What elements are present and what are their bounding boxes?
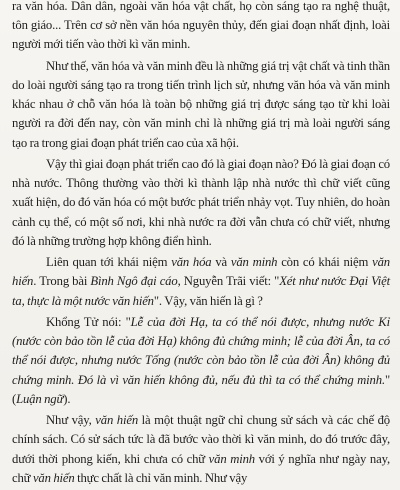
paragraph-3 [12, 155, 390, 251]
paragraph-1 [12, 0, 390, 55]
italic-text-run: văn minh [208, 451, 255, 466]
text-run: và [211, 255, 231, 270]
paragraph-5 [12, 313, 390, 409]
text-run: là một thuật ngữ chỉ chung sử sách và các chế độ chính sách. Có sử sách tức là đã bước vào thời kì văn minh, do đó trước đây, dưới thời phong kiến, khi chưa có chữ [12, 413, 391, 466]
text-run: Như thế, văn hóa và văn minh đều là những giá trị vật chất và tinh thần do loài người sáng tạo ra trong tiến trình lịch sử, nhưng văn hóa và văn minh khác nhau ở chỗ văn hóa là toàn bộ những giá trị được sáng tạo từ khi loài người ra đời đến nay, còn văn minh chỉ là những giá trị mà loài người sáng tạo ra trong giai đoạn phát triển cao của xã hội. [12, 58, 390, 150]
italic-text-run: Bình Ngô đại cáo [90, 274, 178, 289]
text-run: còn có khái niệm [277, 255, 373, 270]
body-text [12, 0, 390, 490]
text-run: ". Vậy, văn hiến là gì ? [153, 293, 263, 308]
paragraph-2 [12, 57, 390, 153]
text-run: . Trong bài [33, 274, 91, 289]
text-run: , Nguyễn Trãi viết: " [177, 274, 280, 289]
italic-text-run: Xét như nước Đại Việt ta, thực là một nước văn hiến [12, 274, 390, 308]
text-run: ). [63, 391, 71, 406]
italic-text-run: văn hiến [95, 413, 139, 428]
text-run: Vậy thì giai đoạn phát triển cao đó là giai đoạn nào? Đó là giai đoạn có nhà nước. Thông thường vào thời kì thành lập nhà nước thì chữ viết cũng xuất hiện, do đó văn hóa có một bước phát triển nhảy vọt. Tuy nhiên, do hoàn cảnh cụ thể, có một số nơi, khi nhà nước ra đời vẫn chưa có chữ viết, nhưng đó là những trường hợp không điển hình. [12, 157, 390, 248]
text-run: Như vậy, [46, 413, 96, 428]
italic-text-run: văn hiến [32, 470, 75, 485]
italic-text-run: Luận ngữ [16, 391, 64, 406]
text-run: với ý nghĩa như ngày nay, chữ [12, 451, 390, 485]
text-run: thực chất là chỉ văn minh. Như vậy [74, 470, 248, 485]
text-run: ra văn hóa. Dân dân, ngoài văn hóa vật chất, họ còn sáng tạo ra nghệ thuật, tôn giáo... Trên cơ sở nền văn hóa nguyên thủy, đến giai đoạn nhất định, loài người mới tiến vào thời kì văn minh. [12, 0, 390, 52]
italic-text-run: văn minh [230, 255, 278, 270]
italic-text-run: Lễ của đời Hạ, ta có thể nói được, nhưng nước Kỉ (nước còn bảo tồn lễ của đời Hạ) không đủ chứng minh; lễ của đời Ân, ta có thể nói được, nhưng nước Tống (nước còn bảo tồn lễ của đời Ân) không đủ chứng minh. Đó là vì văn hiến không đủ, nếu đủ thì ta có thể chứng minh. [12, 315, 390, 387]
text-run: Khổng Tử nói: " [46, 315, 131, 329]
paragraph-6 [12, 411, 390, 488]
italic-text-run: văn hóa [171, 255, 212, 270]
paragraph-4 [12, 253, 390, 311]
text-run: " ( [12, 372, 390, 406]
text-run: Liên quan tới khái niệm [46, 255, 172, 270]
italic-text-run: văn hiến [12, 255, 390, 289]
